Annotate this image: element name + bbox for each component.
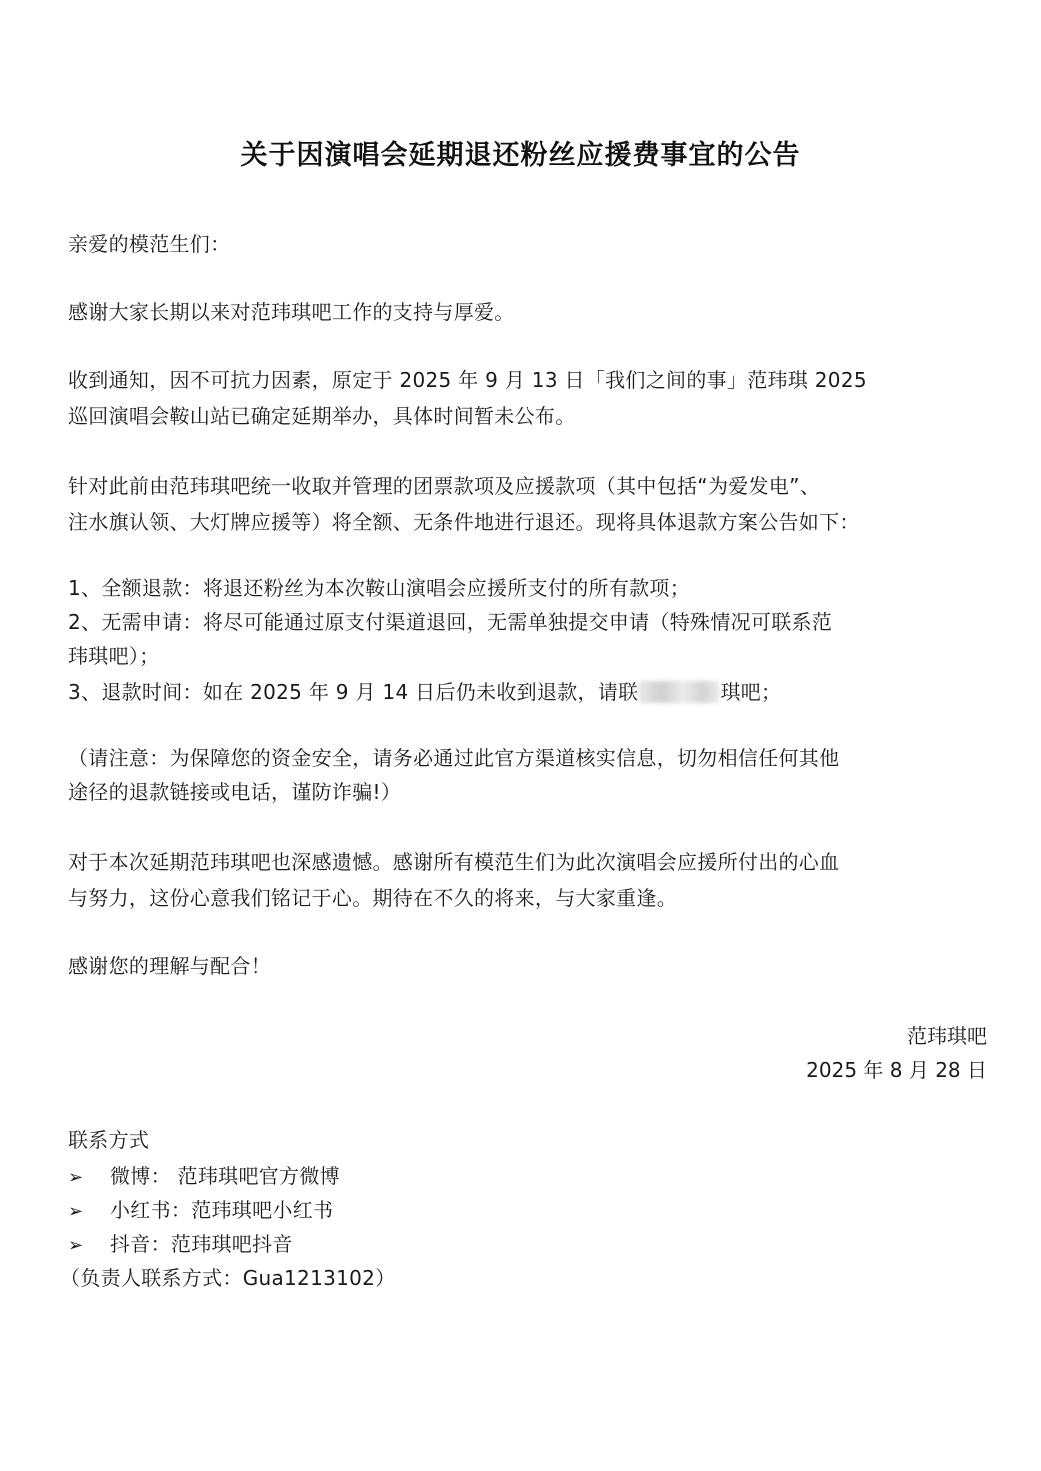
contact-douyin xyxy=(68,1228,988,1262)
warning-line-2: 途径的退款链接或电话，谨防诈骗!） xyxy=(68,780,402,804)
contact-person: （负责人联系方式：Gua1213102） xyxy=(60,1266,396,1290)
refund-item-3-text-after: 琪吧； xyxy=(720,680,782,704)
contact-xiaohongshu xyxy=(68,1194,988,1228)
refund-intro-line-2: 注水旗认领、大灯牌应援等）将全额、无条件地进行退还。现将具体退款方案公告如下： xyxy=(68,510,860,534)
refund-item-1: 1、全额退款：将退还粉丝为本次鞍山演唱会应援所支付的所有款项； xyxy=(68,576,691,600)
redacted-blur xyxy=(638,681,720,703)
contact-weibo-text: 微博： 范玮琪吧官方微博 xyxy=(110,1164,340,1188)
warning-line-1: （请注意：为保障您的资金安全，请务必通过此官方渠道核实信息，切勿相信任何其他 xyxy=(68,746,840,770)
contact-xiaohongshu-text: 小红书：范玮琪吧小红书 xyxy=(110,1198,334,1222)
notice-line-1: 收到通知，因不可抗力因素，原定于 2025 年 9 月 13 日「我们之间的事」范玮琪 2025 xyxy=(68,368,867,392)
closing-line-1: 对于本次延期范玮琪吧也深感遗憾。感谢所有模范生们为此次演唱会应援所付出的心血 xyxy=(68,850,840,874)
signature-date: 2025 年 8 月 28 日 xyxy=(806,1058,987,1082)
refund-item-3-text-before: 3、退款时间：如在 2025 年 9 月 14 日后仍未收到退款，请联 xyxy=(68,680,639,704)
refund-intro-line-1: 针对此前由范玮琪吧统一收取并管理的团票款项及应援款项（其中包括“为爱发电”、 xyxy=(68,474,821,498)
contact-weibo xyxy=(68,1160,988,1194)
contact-heading: 联系方式 xyxy=(68,1128,150,1152)
arrow-bullet-icon: ➢ xyxy=(68,1167,84,1188)
notice-line-2: 巡回演唱会鞍山站已确定延期举办，具体时间暂未公布。 xyxy=(68,404,576,428)
refund-item-2-line-2: 玮琪吧）； xyxy=(68,644,160,668)
refund-item-2-line-1: 2、无需申请：将尽可能通过原支付渠道退回，无需单独提交申请（特殊情况可联系范 xyxy=(68,610,833,634)
arrow-bullet-icon: ➢ xyxy=(68,1235,84,1256)
signature-org: 范玮琪吧 xyxy=(907,1024,987,1048)
arrow-bullet-icon: ➢ xyxy=(68,1201,84,1222)
thanks-paragraph: 感谢大家长期以来对范玮琪吧工作的支持与厚爱。 xyxy=(68,300,515,324)
document-title: 关于因演唱会延期退还粉丝应援费事宜的公告 xyxy=(240,140,801,171)
contact-douyin-text: 抖音：范玮琪吧抖音 xyxy=(110,1232,293,1256)
closing-line-2: 与努力，这份心意我们铭记于心。期待在不久的将来，与大家重逢。 xyxy=(68,886,677,910)
greeting: 亲爱的模范生们： xyxy=(68,232,231,256)
final-thanks: 感谢您的理解与配合！ xyxy=(68,954,271,978)
refund-item-3 xyxy=(68,676,988,708)
